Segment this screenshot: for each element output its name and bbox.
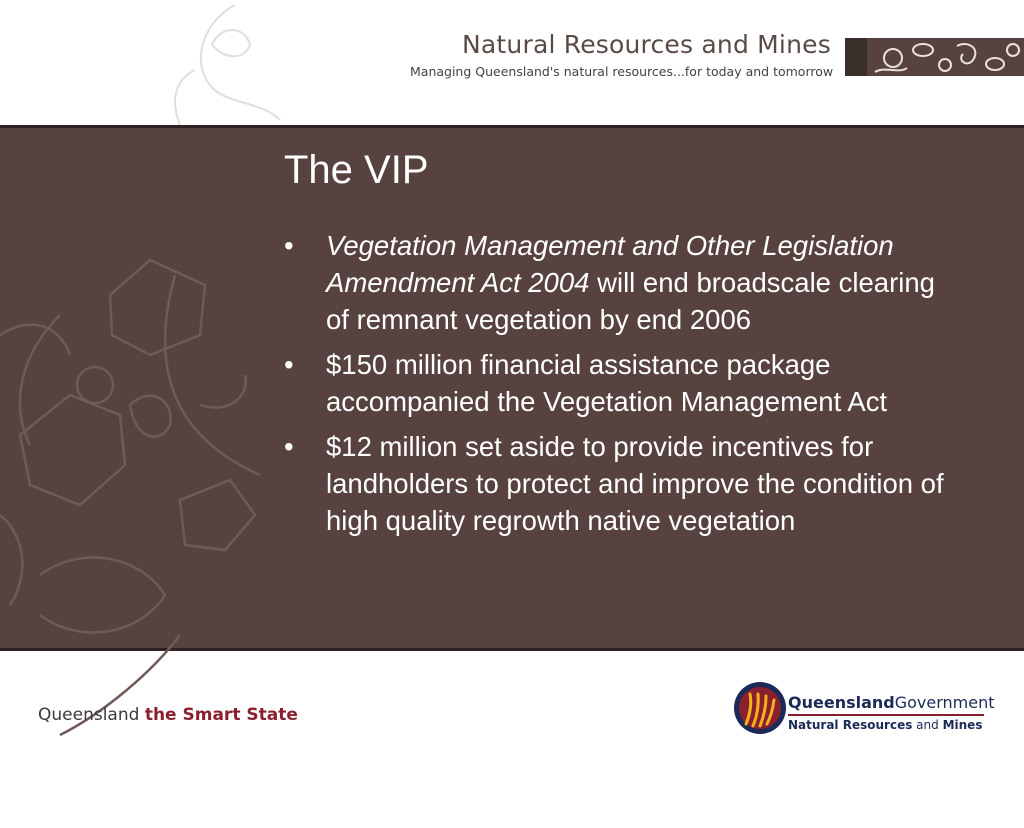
bullet-item	[284, 227, 964, 338]
act-title: Vegetation Management and Other Legislation Amendment Act 2004	[326, 230, 894, 298]
bullet-marker: •	[284, 230, 294, 261]
bullet-list	[284, 227, 964, 547]
footer-slogan-suffix: the Smart State	[144, 705, 298, 725]
government-department	[788, 718, 982, 732]
slide-title: The VIP	[284, 148, 429, 192]
decorative-pattern-band	[845, 38, 1024, 76]
bullet-item	[284, 428, 964, 539]
footer-slogan	[38, 705, 298, 725]
header-tagline: Managing Queensland's natural resources...for today and tomorrow	[410, 64, 834, 79]
queensland-government-logo-icon	[732, 680, 788, 736]
bullet-text: will end broadscale clearing of remnant vegetation by end 2006	[326, 267, 935, 335]
department-bold: Natural Resources	[788, 718, 913, 732]
government-name-bold: Queensland	[788, 693, 895, 712]
bullet-text: $150 million financial assistance package accompanied the Vegetation Management Act	[326, 349, 888, 417]
department-end: Mines	[942, 718, 983, 732]
header-background-art	[150, 0, 310, 125]
government-divider	[788, 714, 984, 716]
government-name	[788, 693, 995, 712]
header-title: Natural Resources and Mines	[462, 30, 831, 59]
department-mid: and	[912, 718, 943, 732]
bullet-marker: •	[284, 431, 294, 462]
government-name-rest: Government	[894, 693, 995, 712]
bullet-marker: •	[284, 349, 294, 380]
bullet-item	[284, 346, 964, 420]
bullet-text: $12 million set aside to provide incentives for landholders to protect and improve the condition of high quality regrowth native vegetation	[326, 431, 944, 536]
footer-slogan-prefix: Queensland	[38, 705, 140, 725]
